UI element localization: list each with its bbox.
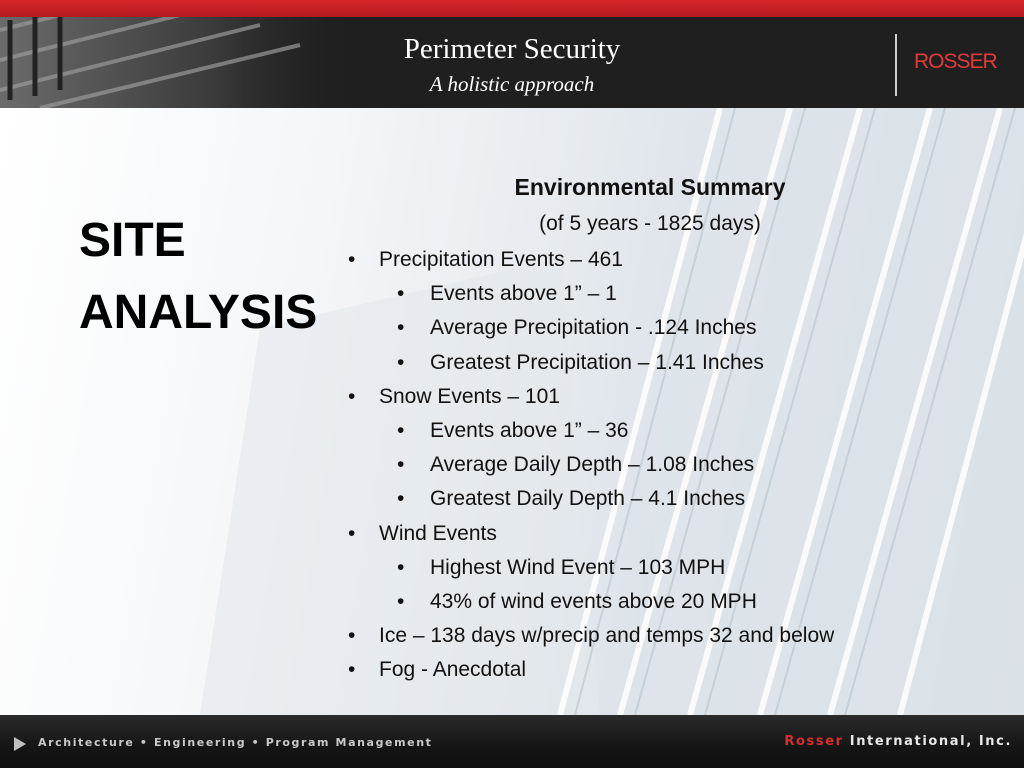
play-arrow-icon	[14, 737, 26, 751]
summary-title: Environmental Summary	[514, 174, 786, 200]
sub-list-item: • Average Precipitation - .124 Inches	[379, 311, 834, 345]
sub-list-item: • Greatest Precipitation – 1.41 Inches	[379, 346, 834, 380]
slide-footer	[0, 715, 1024, 768]
footer-company-suffix: International, Inc.	[843, 734, 1012, 749]
sub-list	[379, 414, 834, 517]
list-item	[348, 619, 834, 653]
slide-title: Perimeter Security	[403, 33, 621, 65]
sub-list-item: • Events above 1” – 1	[379, 277, 834, 311]
sub-list-item: • 43% of wind events above 20 MPH	[379, 585, 834, 619]
header-divider	[895, 34, 897, 96]
sub-list-item: • Events above 1” – 36	[379, 414, 834, 448]
header-red-band	[0, 0, 1024, 17]
list-item	[348, 653, 834, 687]
sub-list	[379, 277, 834, 380]
section-heading-line-2: ANALYSIS	[79, 286, 318, 339]
slide-header	[0, 0, 1024, 108]
list-item	[348, 517, 834, 620]
sub-list-item: • Average Daily Depth – 1.08 Inches	[379, 448, 834, 482]
section-heading	[79, 205, 349, 349]
list-item	[348, 243, 834, 380]
footer-company	[784, 734, 1012, 749]
summary-list	[348, 243, 834, 688]
list-item-label: • Snow Events – 101	[379, 384, 560, 408]
section-heading-line-1: SITE	[79, 214, 186, 267]
slide-subtitle: A holistic approach	[429, 72, 595, 96]
list-item-label: • Precipitation Events – 461	[379, 248, 623, 271]
footer-services: Architecture • Engineering • Program Management	[38, 736, 433, 749]
rosser-logo: ROSSER	[914, 50, 997, 73]
sub-list-item: • Greatest Daily Depth – 4.1 Inches	[379, 482, 834, 516]
list-item-label: • Fog - Anecdotal	[379, 658, 527, 682]
sub-list-item: • Highest Wind Event – 103 MPH	[379, 551, 834, 585]
list-item-label: • Wind Events	[379, 521, 497, 545]
list-item	[348, 380, 834, 517]
list-item-label: • Ice – 138 days w/precip and temps 32 and below	[379, 624, 835, 648]
sub-list	[379, 551, 834, 619]
summary-subtitle: (of 5 years - 1825 days)	[539, 212, 761, 235]
footer-brand: Rosser	[784, 734, 844, 749]
